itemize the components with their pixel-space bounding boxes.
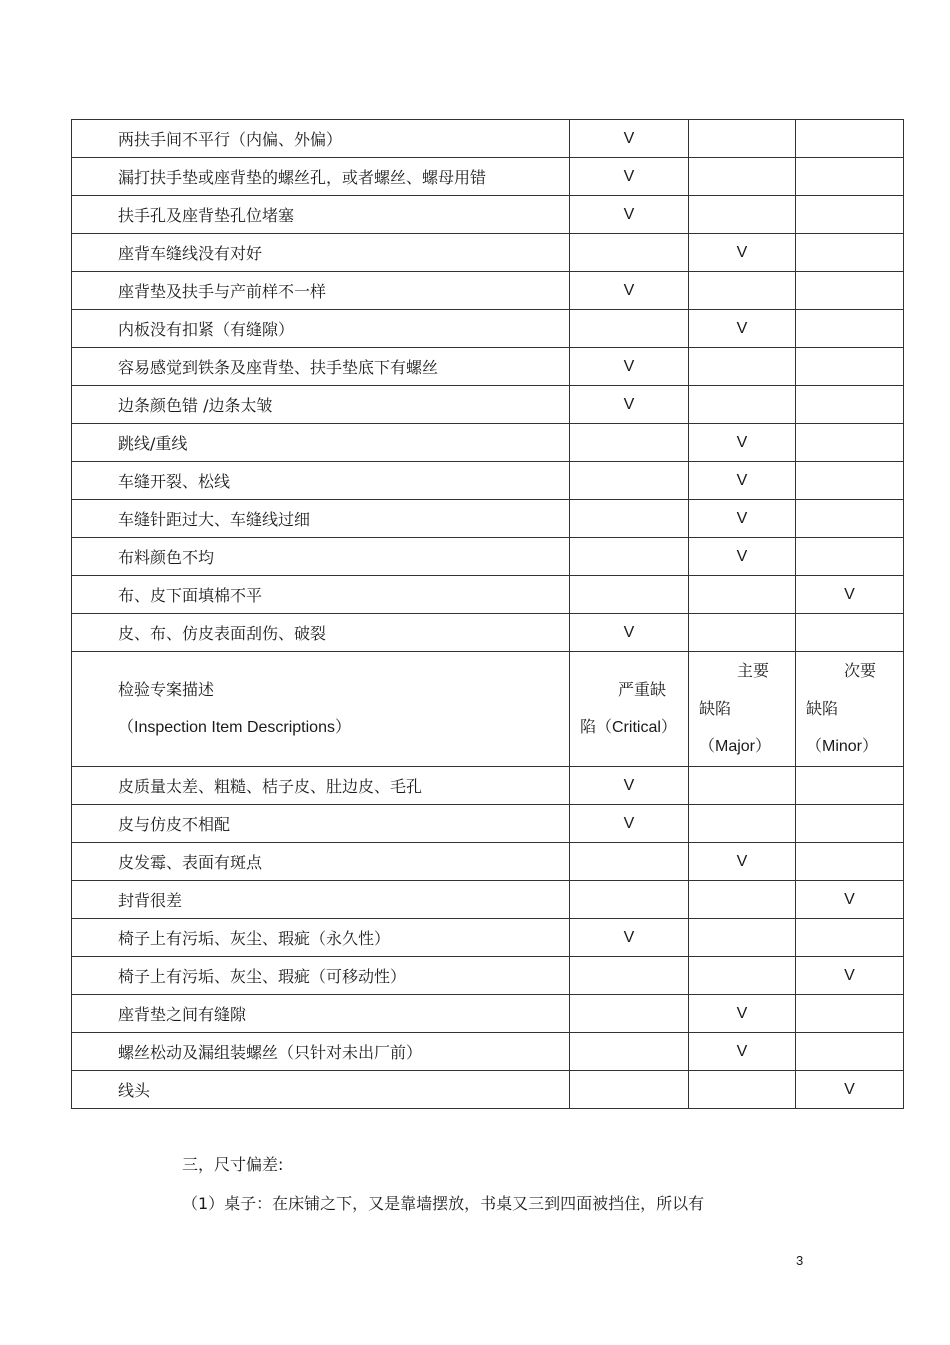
header-major-line3: （Major） (699, 738, 772, 755)
table-row (72, 462, 904, 500)
cell-critical (570, 538, 689, 576)
header-critical-line2: 陷（Critical） (580, 719, 677, 736)
cell-description: 边条颜色错 /边条太皱 (72, 386, 570, 424)
cell-description: 皮、布、仿皮表面刮伤、破裂 (72, 614, 570, 652)
cell-major: V (689, 310, 796, 348)
cell-major (689, 881, 796, 919)
cell-critical: V (570, 805, 689, 843)
cell-major (689, 614, 796, 652)
cell-description: 封背很差 (72, 881, 570, 919)
cell-description: 布料颜色不均 (72, 538, 570, 576)
cell-minor (796, 614, 904, 652)
cell-critical: V (570, 348, 689, 386)
table-row (72, 1033, 904, 1071)
table-body-bottom (72, 767, 904, 1109)
table-header-row (72, 652, 904, 767)
cell-critical (570, 576, 689, 614)
page-number: 3 (796, 1253, 804, 1268)
cell-critical (570, 310, 689, 348)
header-major (689, 652, 796, 767)
cell-major: V (689, 424, 796, 462)
cell-minor: V (796, 576, 904, 614)
table-row (72, 576, 904, 614)
table-row (72, 272, 904, 310)
header-minor-line3: （Minor） (806, 738, 879, 755)
cell-minor (796, 500, 904, 538)
cell-minor: V (796, 957, 904, 995)
cell-description: 椅子上有污垢、灰尘、瑕疵（可移动性） (72, 957, 570, 995)
table-row (72, 310, 904, 348)
table-row (72, 881, 904, 919)
cell-minor (796, 538, 904, 576)
table-row (72, 1071, 904, 1109)
cell-critical: V (570, 767, 689, 805)
cell-description: 螺丝松动及漏组装螺丝（只针对未出厂前） (72, 1033, 570, 1071)
cell-major (689, 805, 796, 843)
cell-description: 跳线/重线 (72, 424, 570, 462)
cell-major (689, 1071, 796, 1109)
cell-description: 漏打扶手垫或座背垫的螺丝孔，或者螺丝、螺母用错 (72, 158, 570, 196)
header-description-cn: 检验专案描述 (118, 680, 215, 699)
cell-critical: V (570, 614, 689, 652)
cell-description: 容易感觉到铁条及座背垫、扶手垫底下有螺丝 (72, 348, 570, 386)
table-row (72, 805, 904, 843)
cell-minor (796, 386, 904, 424)
cell-major: V (689, 1033, 796, 1071)
cell-minor (796, 995, 904, 1033)
cell-major: V (689, 234, 796, 272)
table-row (72, 843, 904, 881)
cell-major (689, 120, 796, 158)
table-row (72, 614, 904, 652)
table-row (72, 234, 904, 272)
cell-major (689, 576, 796, 614)
cell-critical (570, 881, 689, 919)
cell-major: V (689, 462, 796, 500)
cell-minor (796, 158, 904, 196)
cell-description: 扶手孔及座背垫孔位堵塞 (72, 196, 570, 234)
cell-critical (570, 957, 689, 995)
cell-description: 车缝针距过大、车缝线过细 (72, 500, 570, 538)
cell-description: 座背垫及扶手与产前样不一样 (72, 272, 570, 310)
cell-description: 皮质量太差、粗糙、桔子皮、肚边皮、毛孔 (72, 767, 570, 805)
cell-critical: V (570, 386, 689, 424)
cell-minor (796, 919, 904, 957)
header-major-line1: 主要 (737, 661, 770, 680)
cell-critical: V (570, 158, 689, 196)
cell-minor (796, 1033, 904, 1071)
cell-minor: V (796, 1071, 904, 1109)
cell-description: 车缝开裂、松线 (72, 462, 570, 500)
cell-minor (796, 843, 904, 881)
table-row (72, 957, 904, 995)
cell-critical: V (570, 196, 689, 234)
cell-critical (570, 843, 689, 881)
header-minor-line1: 次要 (844, 661, 877, 680)
cell-major: V (689, 538, 796, 576)
cell-critical (570, 1033, 689, 1071)
table-row (72, 386, 904, 424)
table-row (72, 196, 904, 234)
cell-major: V (689, 500, 796, 538)
cell-minor (796, 120, 904, 158)
cell-minor (796, 348, 904, 386)
table-row (72, 500, 904, 538)
cell-description: 椅子上有污垢、灰尘、瑕疵（永久性） (72, 919, 570, 957)
header-description-en: （Inspection Item Descriptions） (118, 719, 351, 736)
cell-minor (796, 424, 904, 462)
table-row (72, 424, 904, 462)
header-description (72, 652, 570, 767)
cell-major: V (689, 843, 796, 881)
cell-minor (796, 767, 904, 805)
cell-minor: V (796, 881, 904, 919)
table-row (72, 919, 904, 957)
table-row (72, 120, 904, 158)
cell-description: 内板没有扣紧（有缝隙） (72, 310, 570, 348)
table-row (72, 767, 904, 805)
cell-major: V (689, 995, 796, 1033)
cell-minor (796, 196, 904, 234)
cell-major (689, 348, 796, 386)
section-paragraph: （1）桌子：在床铺之下，又是靠墙摆放，书桌又三到四面被挡住，所以有 (182, 1194, 705, 1213)
header-minor-line2: 缺陷 (806, 699, 839, 718)
header-minor (796, 652, 904, 767)
cell-description: 皮发霉、表面有斑点 (72, 843, 570, 881)
cell-critical (570, 995, 689, 1033)
cell-description: 线头 (72, 1071, 570, 1109)
header-critical-line1: 严重缺 (618, 680, 667, 699)
cell-critical: V (570, 272, 689, 310)
cell-description: 两扶手间不平行（内偏、外偏） (72, 120, 570, 158)
cell-critical (570, 462, 689, 500)
cell-critical (570, 500, 689, 538)
cell-minor (796, 234, 904, 272)
cell-major (689, 272, 796, 310)
cell-major (689, 158, 796, 196)
cell-description: 座背垫之间有缝隙 (72, 995, 570, 1033)
cell-critical: V (570, 919, 689, 957)
inspection-table (71, 119, 904, 1109)
cell-major (689, 386, 796, 424)
table-header-section (72, 652, 904, 767)
cell-critical: V (570, 120, 689, 158)
cell-critical (570, 424, 689, 462)
cell-major (689, 957, 796, 995)
section-title: 三，尺寸偏差: (182, 1155, 284, 1174)
cell-major (689, 919, 796, 957)
cell-description: 座背车缝线没有对好 (72, 234, 570, 272)
cell-major (689, 767, 796, 805)
table-row (72, 538, 904, 576)
cell-minor (796, 310, 904, 348)
cell-description: 布、皮下面填棉不平 (72, 576, 570, 614)
table-row (72, 995, 904, 1033)
header-major-line2: 缺陷 (699, 699, 732, 718)
cell-minor (796, 805, 904, 843)
cell-critical (570, 234, 689, 272)
cell-minor (796, 272, 904, 310)
table-row (72, 158, 904, 196)
header-critical (570, 652, 689, 767)
table-body-top (72, 120, 904, 652)
cell-critical (570, 1071, 689, 1109)
cell-minor (796, 462, 904, 500)
cell-description: 皮与仿皮不相配 (72, 805, 570, 843)
table-row (72, 348, 904, 386)
cell-major (689, 196, 796, 234)
